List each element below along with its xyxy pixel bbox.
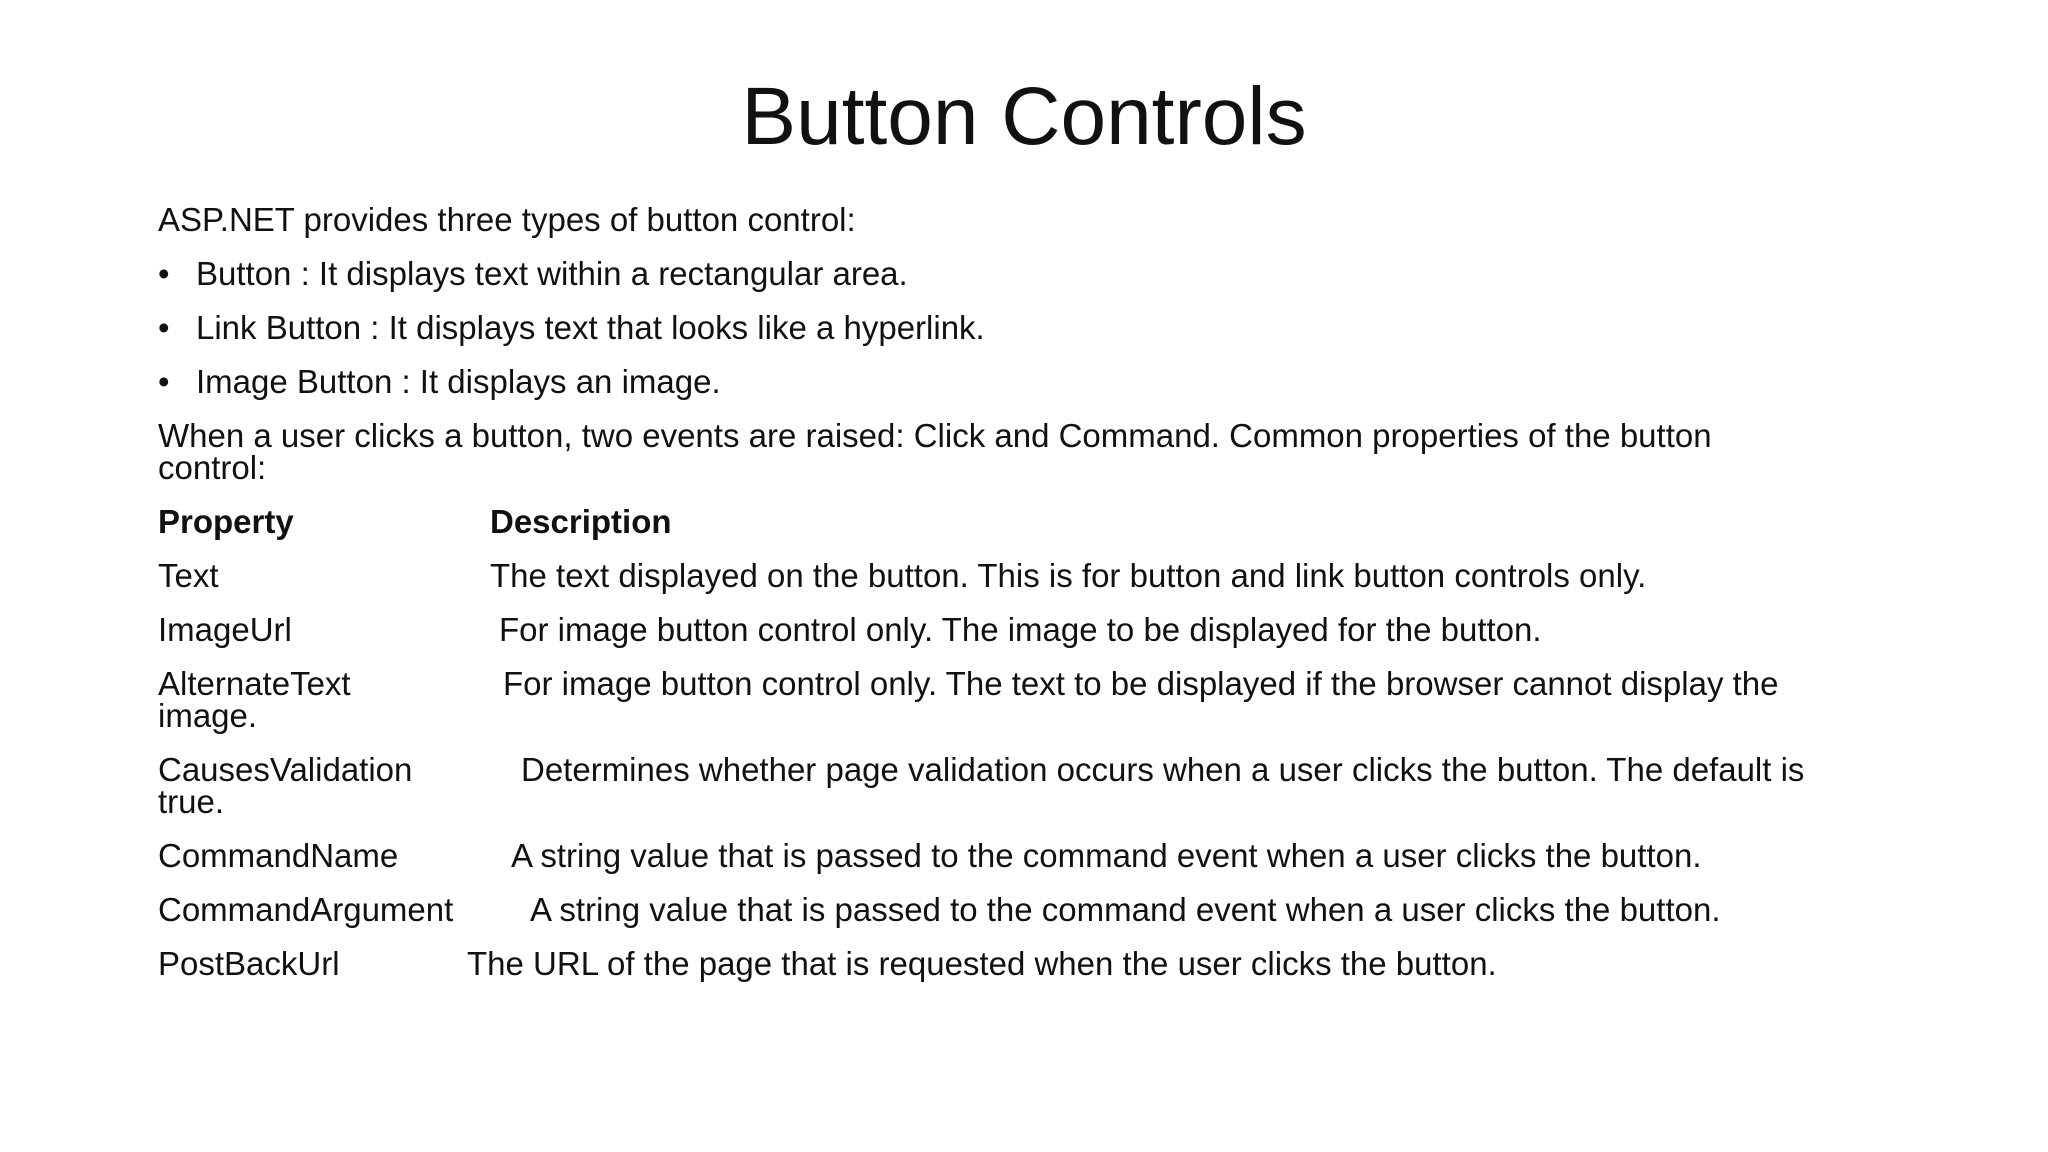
property-description: The URL of the page that is requested when the user clicks the button. — [467, 945, 1497, 982]
bullet-item-link-button: Link Button : It displays text that looks like a hyperlink. — [196, 309, 985, 346]
events-text-line2: control: — [158, 449, 267, 486]
property-description: For image button control only. The image to be displayed for the button. — [499, 611, 1542, 648]
slide-title: Button Controls — [741, 71, 1307, 162]
header-description: Description — [490, 503, 672, 540]
property-description-continuation: image. — [158, 697, 258, 734]
property-description: A string value that is passed to the command event when a user clicks the button. — [530, 891, 1721, 928]
bullet-item-button: Button : It displays text within a rectangular area. — [196, 255, 908, 292]
property-name: ImageUrl — [158, 611, 292, 648]
property-description: For image button control only. The text to be displayed if the browser cannot display the — [503, 665, 1779, 702]
bullet-glyph: • — [158, 309, 170, 346]
bullet-glyph: • — [158, 363, 170, 400]
property-description-continuation: true. — [158, 783, 225, 820]
bullet-glyph: • — [158, 255, 170, 292]
events-text-line1: When a user clicks a button, two events are raised: Click and Command. Common properties of the button — [158, 417, 1712, 454]
property-description: Determines whether page validation occurs when a user clicks the button. The default is — [521, 751, 1805, 788]
property-name: AlternateText — [158, 665, 351, 702]
property-name: CommandName — [158, 837, 399, 874]
property-name: Text — [158, 557, 219, 594]
property-name: CommandArgument — [158, 891, 454, 928]
property-name: CausesValidation — [158, 751, 413, 788]
bullet-item-image-button: Image Button : It displays an image. — [196, 363, 721, 400]
property-description: A string value that is passed to the command event when a user clicks the button. — [511, 837, 1702, 874]
intro-text: ASP.NET provides three types of button control: — [158, 201, 856, 238]
header-property: Property — [158, 503, 294, 540]
property-description: The text displayed on the button. This is for button and link button controls only. — [490, 557, 1647, 594]
property-name: PostBackUrl — [158, 945, 340, 982]
